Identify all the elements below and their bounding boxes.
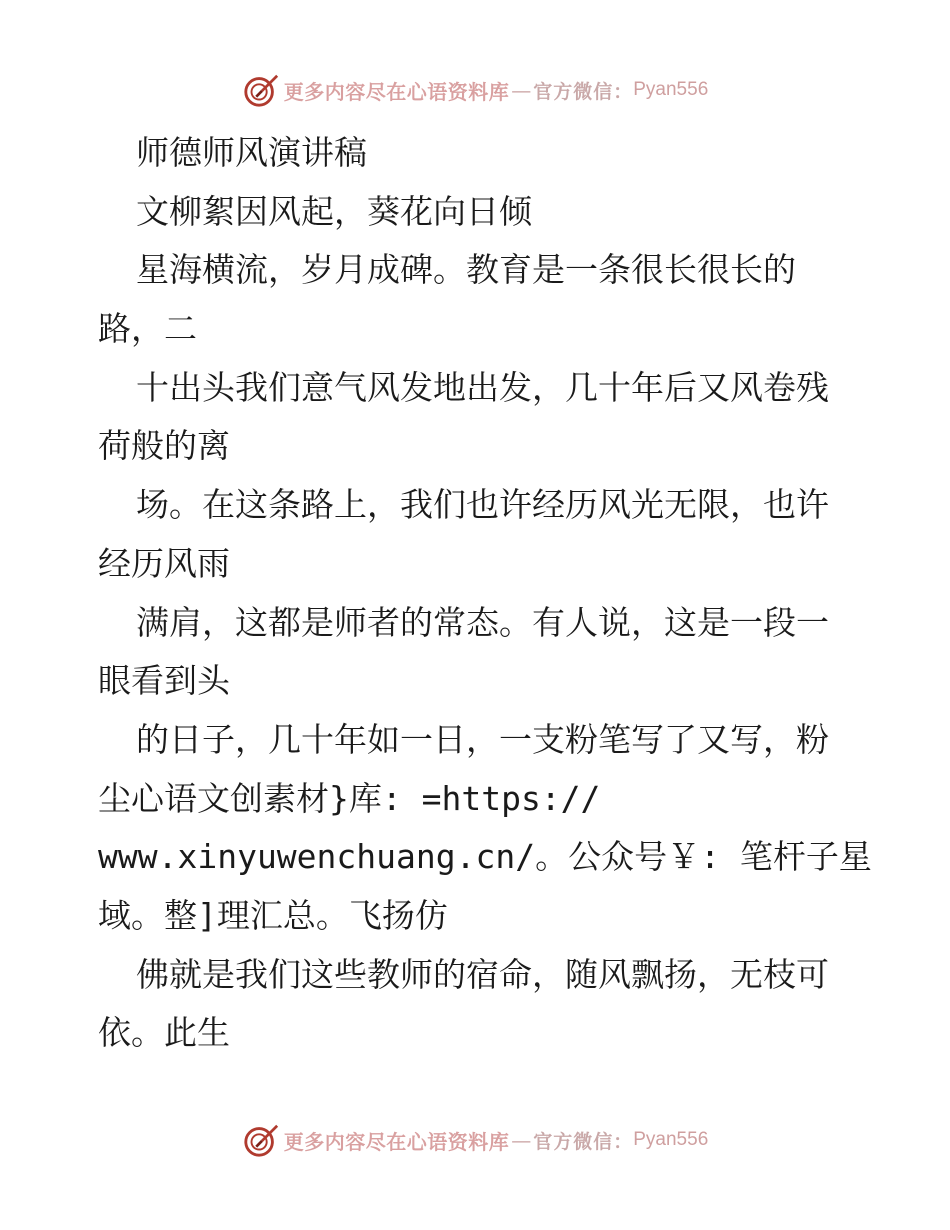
watermark-separator: — <box>511 1128 532 1152</box>
document-line: 的日子，几十年如一日，一支粉笔写了又写，粉 <box>136 719 829 759</box>
watermark-wechat-label: 官方微信： <box>533 80 634 103</box>
document-line: 文柳絮因风起，葵花向日倾 <box>136 191 532 231</box>
document-line: 依。此生 <box>98 1013 230 1053</box>
document-line: www.xinyuwenchuang.cn/。公众号￥: 笔杆子星 <box>98 837 872 877</box>
quill-logo-icon <box>242 1121 280 1159</box>
document-line: 域。整]理汇总。飞扬仿 <box>98 895 448 935</box>
document-line: 荷般的离 <box>98 426 230 466</box>
document-line: 满肩，这都是师者的常态。有人说，这是一段一 <box>136 602 829 642</box>
document-line: 尘心语文创素材}库: =https:// <box>98 778 601 818</box>
document-body <box>98 124 872 1063</box>
watermark-separator: — <box>511 78 532 102</box>
document-title: 师德师风演讲稿 <box>136 133 367 172</box>
document-line: 路，二 <box>98 309 197 349</box>
document-line: 星海横流，岁月成碑。教育是一条很长很长的 <box>136 250 796 290</box>
watermark-wechat-id: Pyan556 <box>633 79 709 100</box>
watermark-wechat-id: Pyan556 <box>633 1129 709 1150</box>
document-line: 佛就是我们这些教师的宿命，随风飘扬，无枝可 <box>136 954 829 994</box>
header-watermark <box>0 70 950 110</box>
document-line: 经历风雨 <box>98 543 230 583</box>
document-line: 十出头我们意气风发地出发，几十年后又风卷残 <box>136 367 829 407</box>
footer-watermark <box>0 1120 950 1160</box>
watermark-main-text: 更多内容尽在心语资料库 <box>283 1129 510 1154</box>
document-line: 场。在这条路上，我们也许经历风光无限，也许 <box>136 485 829 525</box>
watermark-main-text: 更多内容尽在心语资料库 <box>283 79 510 104</box>
watermark-wechat-label: 官方微信： <box>533 1130 634 1153</box>
quill-logo-icon <box>242 71 280 109</box>
document-line: 眼看到头 <box>98 661 230 701</box>
